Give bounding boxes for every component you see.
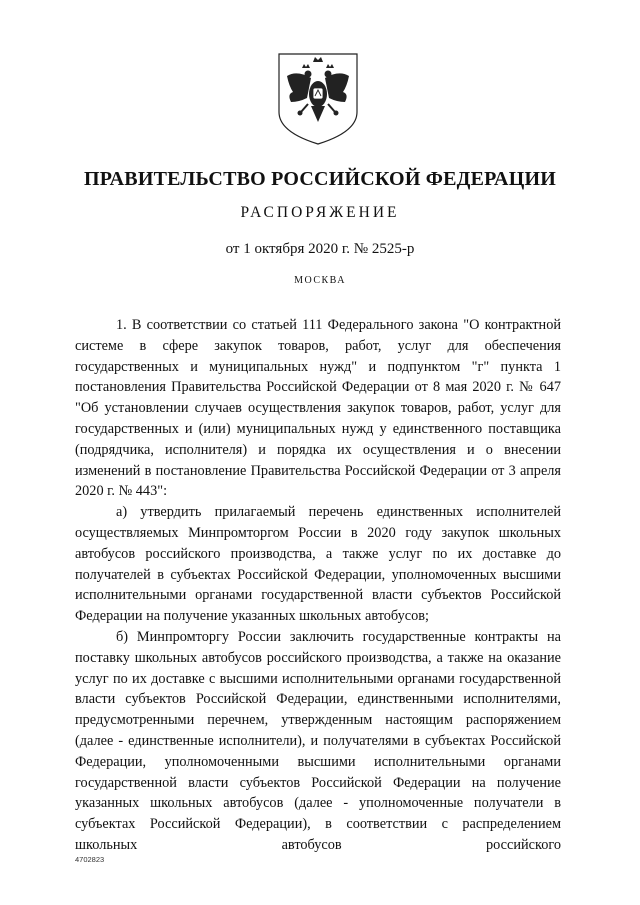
document-type: РАСПОРЯЖЕНИЕ bbox=[240, 204, 400, 221]
paragraph-1a: а) утвердить прилагаемый перечень единственных исполнителей осуществляемых Минпромторгом России в 2020 году закупок школьных автобусов российского производства, а также услуг по их доставке до получателей в субъектах Российской Федерации, уполномоченных высшими исполнительными органами государственной власти субъектов Российской Федерации на получение указанных школьных автобусов; bbox=[75, 504, 561, 625]
coat-of-arms-emblem bbox=[275, 52, 361, 146]
document-date-number: от 1 октября 2020 г. № 2525-р bbox=[225, 241, 415, 257]
document-city: МОСКВА bbox=[294, 275, 346, 286]
paragraph-1b: б) Минпромторгу России заключить государственные контракты на поставку школьных автобусов российского производства, а также на оказание услуг по их доставке с высшими исполнительными органами государственной власти субъектов Российской Федерации, единственными исполнителями, предусмотренными перечнем, утвержденным настоящим распоряжением (далее - единственные исполнители), и получателями в субъектах Российской Федерации, уполномоченными высшими исполнительными органами государственной власти субъектов Российской Федерации на получение указанных школьных автобусов (далее - уполномоченные получатели в субъектах Российской Федерации), в соответствии с распределением школьных автобусов российского bbox=[75, 628, 561, 853]
document-footer-code: 4702823 bbox=[75, 855, 105, 864]
document-body bbox=[75, 315, 561, 856]
government-title: ПРАВИТЕЛЬСТВО РОССИЙСКОЙ ФЕДЕРАЦИИ bbox=[84, 168, 556, 190]
paragraph-1: 1. В соответствии со статьей 111 Федерального закона "О контрактной системе в сфере закупок товаров, работ, услуг для обеспечения государственных и муниципальных нужд" и подпунктом "г" пункта 1 постановления Правительства Российской Федерации от 8 мая 2020 г. № 647 "Об установлении случаев осуществления закупок товаров, работ, услуг для государственных и (или) муниципальных нужд у единственного поставщика (подрядчика, исполнителя) и порядка их осуществления и о внесении изменений в постановление Правительства Российской Федерации от 3 апреля 2020 г. № 443": bbox=[75, 317, 561, 500]
